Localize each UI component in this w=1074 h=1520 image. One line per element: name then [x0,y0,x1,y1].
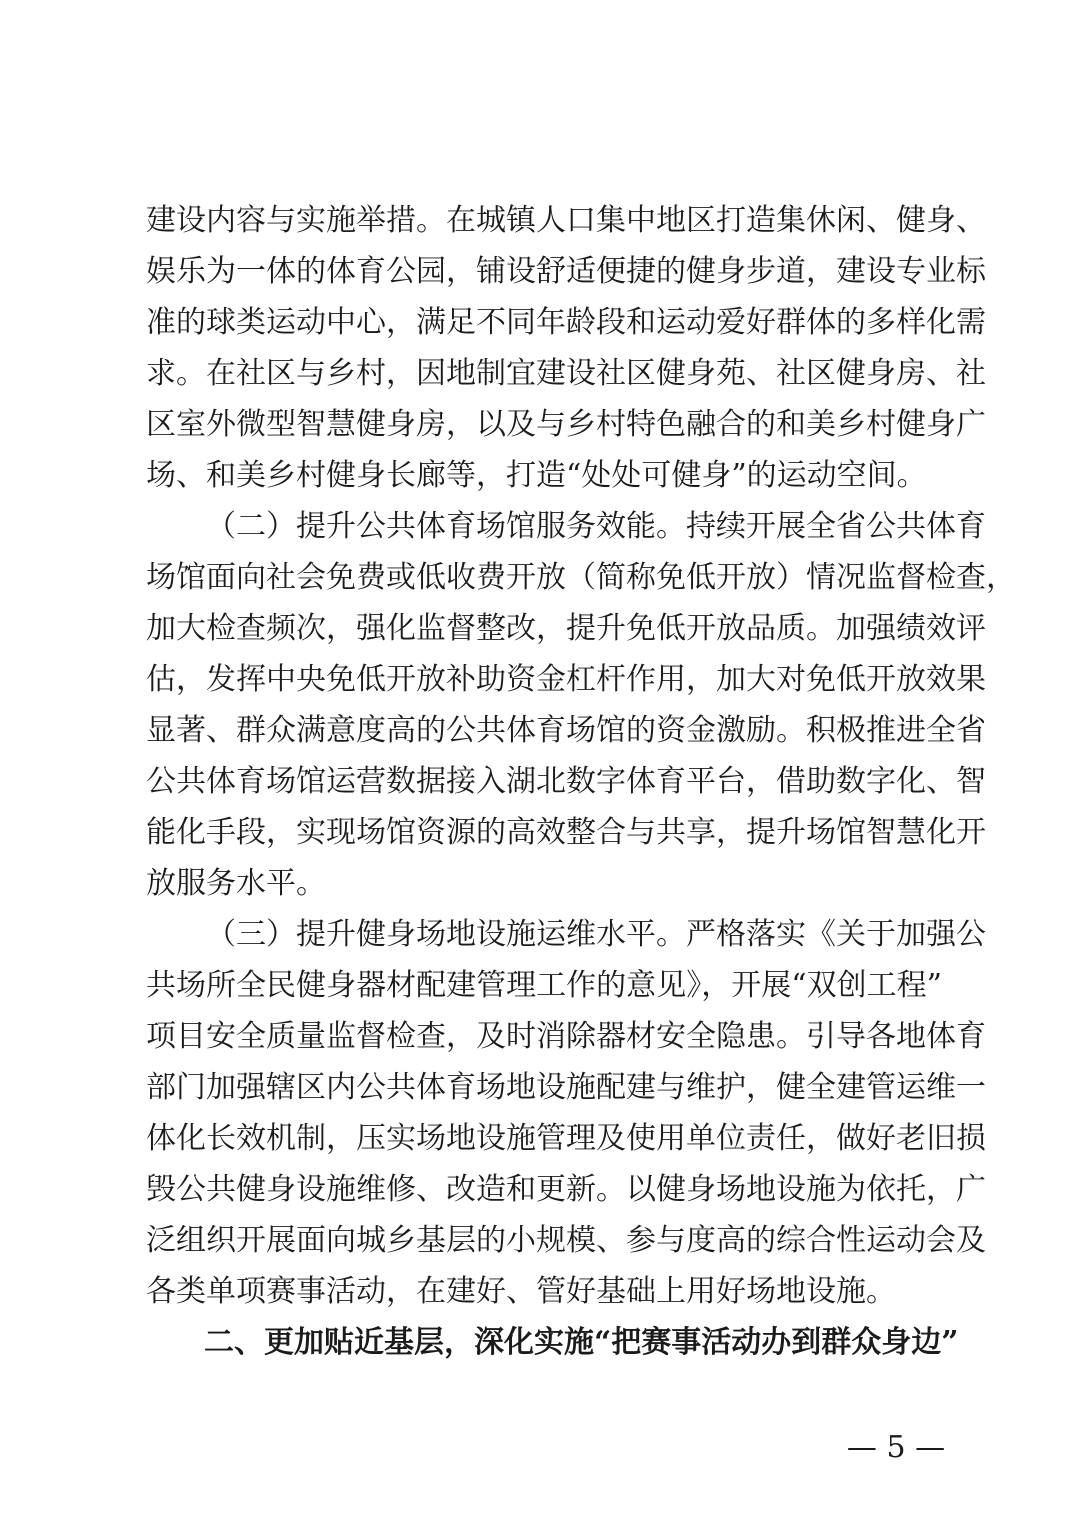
paragraph-line: 区室外微型智慧健身房，以及与乡村特色融合的和美乡村健身广 [146,407,986,442]
paragraph-line: 公共体育场馆运营数据接入湖北数字体育平台，借助数字化、智 [146,764,986,799]
paragraph-line: 准的球类运动中心，满足不同年龄段和运动爱好群体的多样化需 [146,305,986,340]
section-heading-3: （三）提升健身场地设施运维水平。严格落实《关于加强公 [206,917,986,952]
paragraph-line: 放服务水平。 [146,866,326,901]
paragraph-line: 能化手段，实现场馆资源的高效整合与共享，提升场馆智慧化开 [146,815,986,850]
paragraph-line: 泛组织开展面向城乡基层的小规模、参与度高的综合性运动会及 [146,1223,986,1258]
chapter-heading: 二、更加贴近基层，深化实施“把赛事活动办到群众身边” [204,1325,959,1360]
paragraph-line: 估，发挥中央免低开放补助资金杠杆作用，加大对免低开放效果 [146,662,986,697]
paragraph-line: 各类单项赛事活动，在建好、管好基础上用好场地设施。 [146,1274,896,1309]
page-number: — 5 — [846,1430,946,1465]
paragraph-line: 体化长效机制，压实场地设施管理及使用单位责任，做好老旧损 [146,1121,986,1156]
paragraph-line: 娱乐为一体的体育公园，铺设舒适便捷的健身步道，建设专业标 [146,254,986,289]
paragraph-line: 部门加强辖区内公共体育场地设施配建与维护，健全建管运维一 [146,1070,986,1105]
paragraph-line: 项目安全质量监督检查，及时消除器材安全隐患。引导各地体育 [146,1019,986,1054]
paragraph-line: 毁公共健身设施维修、改造和更新。以健身场地设施为依托，广 [146,1172,986,1207]
paragraph-line: 加大检查频次，强化监督整改，提升免低开放品质。加强绩效评 [146,611,986,646]
paragraph-line: 场馆面向社会免费或低收费开放（简称免低开放）情况监督检查， [146,560,1016,595]
paragraph-line: 建设内容与实施举措。在城镇人口集中地区打造集休闲、健身、 [146,203,986,238]
paragraph-line: 场、和美乡村健身长廊等，打造“处处可健身”的运动空间。 [146,458,927,493]
section-heading-2: （二）提升公共体育场馆服务效能。持续开展全省公共体育 [206,509,986,544]
paragraph-line: 求。在社区与乡村，因地制宜建设社区健身苑、社区健身房、社 [146,356,986,391]
paragraph-line: 显著、群众满意度高的公共体育场馆的资金激励。积极推进全省 [146,713,986,748]
paragraph-line: 共场所全民健身器材配建管理工作的意见》，开展“双创工程” [146,968,942,1003]
